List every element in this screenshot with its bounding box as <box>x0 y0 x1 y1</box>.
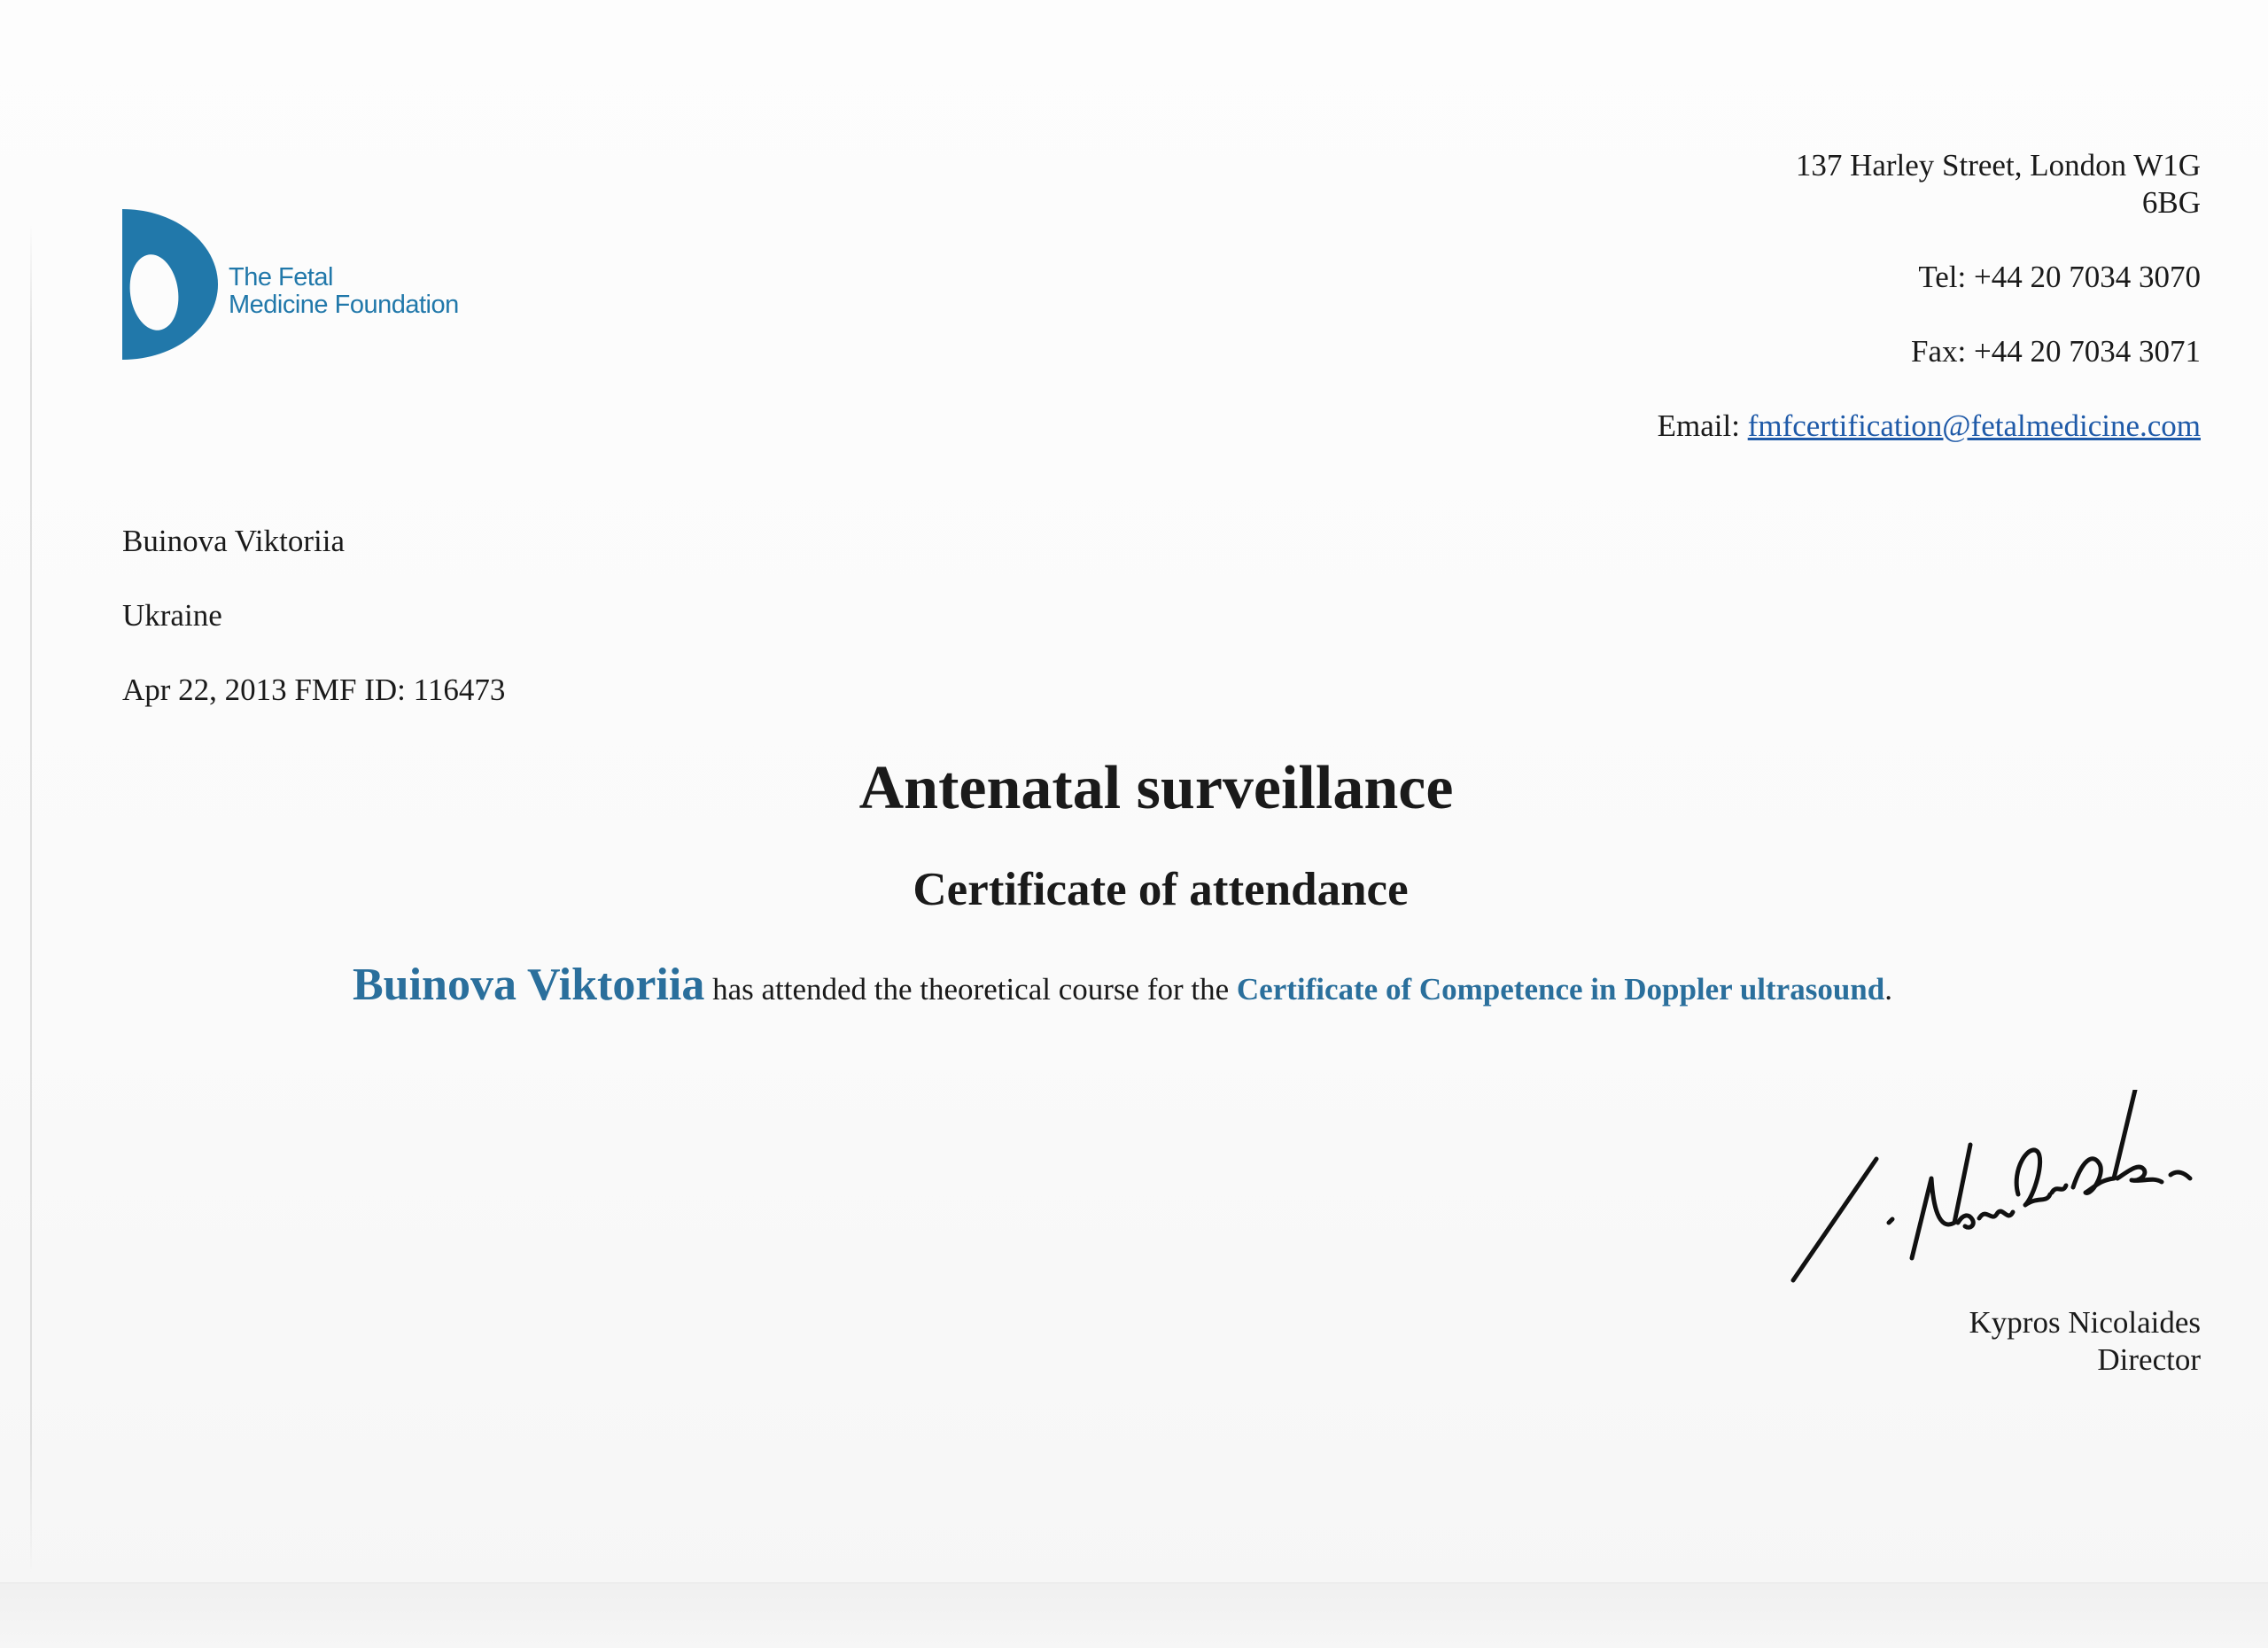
email-label: Email: <box>1657 408 1748 443</box>
signatory-name: Kypros Nicolaides <box>1969 1305 2201 1340</box>
email-link[interactable]: fmfcertification@fetalmedicine.com <box>1747 408 2201 443</box>
logo-line1: The Fetal <box>229 263 333 292</box>
attendance-statement <box>353 957 1892 1018</box>
certificate-title: Antenatal surveillance <box>858 754 1454 822</box>
certificate-subtitle: Certificate of attendance <box>913 864 1409 915</box>
course-name: Certificate of Competence in Doppler ultrasound <box>1236 972 1885 1007</box>
recipient-block <box>122 523 505 746</box>
fax: Fax: +44 20 7034 3071 <box>1911 334 2201 369</box>
attendee-name: Buinova Viktoriia <box>353 960 705 1010</box>
telephone: Tel: +44 20 7034 3070 <box>1918 260 2201 294</box>
page-bottom-edge <box>0 1582 2268 1648</box>
street-line1: 137 Harley Street, London W1G <box>1795 148 2201 183</box>
fmf-logo-icon <box>122 209 220 360</box>
date-and-fmf-id: Apr 22, 2013 FMF ID: 116473 <box>122 672 506 707</box>
logo-line2: Medicine Foundation <box>229 291 459 319</box>
recipient-name: Buinova Viktoriia <box>122 524 345 558</box>
signatory-block <box>1969 1304 2201 1379</box>
statement-text: has attended the theoretical course for the <box>704 972 1237 1007</box>
logo-wordmark <box>229 264 459 319</box>
organization-logo <box>122 209 494 360</box>
address-block <box>1658 147 2201 445</box>
email-line <box>1658 408 2201 445</box>
statement-end: . <box>1884 972 1892 1007</box>
street-line2: 6BG <box>2141 185 2201 220</box>
handwritten-signature <box>1781 1090 2206 1294</box>
signatory-role: Director <box>2097 1342 2201 1377</box>
recipient-country: Ukraine <box>122 598 222 633</box>
